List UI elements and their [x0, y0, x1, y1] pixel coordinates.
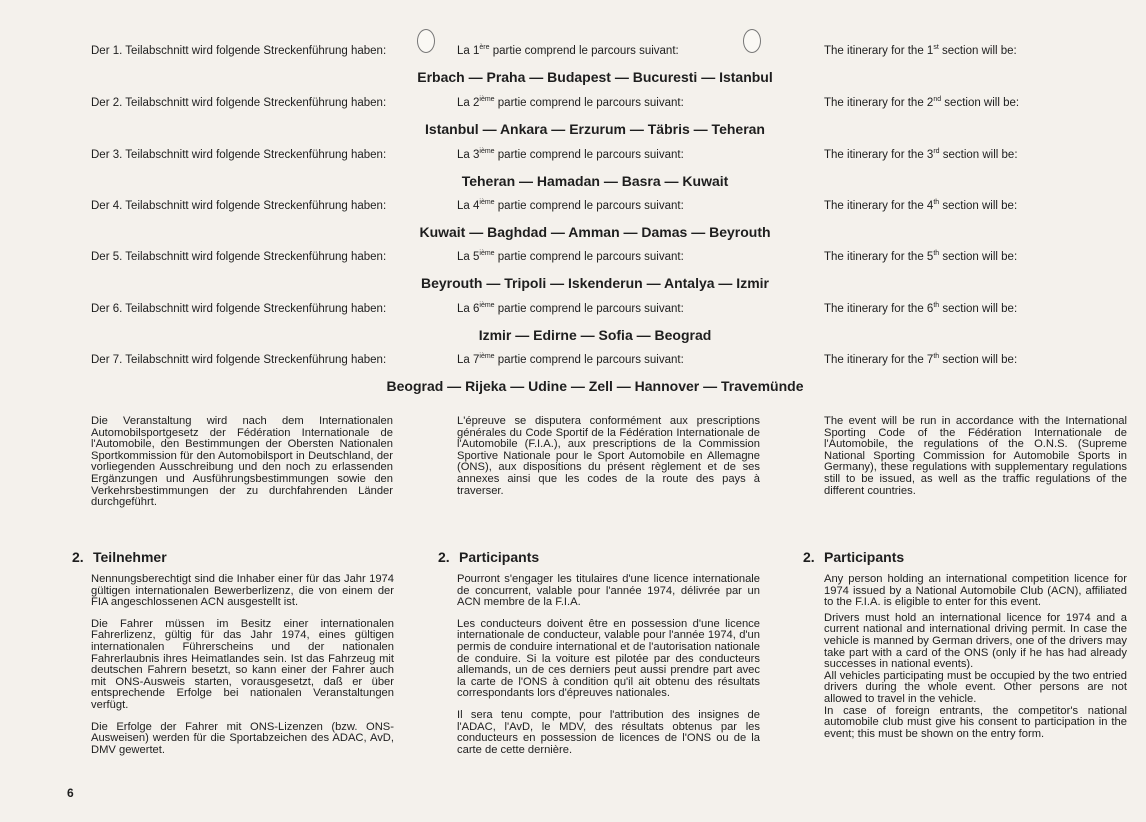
page-number: 6 [67, 786, 74, 800]
participants-body-de [91, 574, 394, 766]
section-4-fr: La 4ième partie comprend le parcours suivant: [457, 199, 684, 212]
participants-en-paragraph: Any person holding an international competition licence for 1974 issued by a National Automobile Club (ACN), affiliated to the F.I.A. is eligible to enter for this event. [824, 573, 1127, 609]
regulations-en: The event will be run in accordance with the International Sporting Code of the Fédération Internationale de l'Automobile, the regulations of the O.N.S. (Supreme National Sporting Commission for Automobile Sports in Germany), these regulations with supplementary regulations still to be issued, as well as the traffic regulations of the different countries. [824, 415, 1127, 497]
section-5-en: The itinerary for the 5th section will be: [824, 250, 1018, 263]
section-3-fr: La 3ième partie comprend le parcours suivant: [457, 148, 684, 161]
participants-de-paragraph: Nennungsberechtigt sind die Inhaber einer für das Jahr 1974 gültigen internationalen Bewerberlizenz, die von einem der FIA angeschlossenen ACN ausgestellt ist. [91, 573, 394, 609]
participants-fr-paragraph: Les conducteurs doivent être en possession d'une licence internationale de conducteur, valable pour l'année 1974, d'un permis de conduire international et de l'autorisation nationale de conduire. Si la voiture est pilotée par des conducteurs allemands, un de ces derniers peut aussi prendre part avec la carte de l'ONS à condition qu'il ait obtenu des résultats correspondants lors d'épreuves nationales. [457, 617, 760, 700]
section-5-de: Der 5. Teilabschnitt wird folgende Streckenführung haben: [91, 251, 387, 263]
participants-body-fr [457, 574, 760, 766]
section-6-route: Izmir — Edirne — Sofia — Beograd [478, 327, 712, 343]
section-6-fr: La 6ième partie comprend le parcours suivant: [457, 302, 684, 315]
participants-heading-fr: 2. Participants [438, 549, 540, 565]
punch-hole-right [743, 29, 761, 53]
participants-en-paragraph: Drivers must hold an international licence for 1974 and a current national and international driving permit. In case the vehicle is manned by German drivers, one of the drivers may take part with a card of the ONS (only if he has had already successes in national events). [824, 611, 1127, 671]
section-1-route: Erbach — Praha — Budapest — Bucuresti — Istanbul [417, 69, 773, 85]
participants-heading-de: 2. Teilnehmer [72, 549, 167, 565]
section-5-fr: La 5ième partie comprend le parcours suivant: [457, 250, 684, 263]
section-2-fr: La 2ième partie comprend le parcours suivant: [457, 96, 684, 109]
section-6-de: Der 6. Teilabschnitt wird folgende Streckenführung haben: [91, 303, 387, 315]
section-2-de: Der 2. Teilabschnitt wird folgende Streckenführung haben: [91, 97, 387, 109]
section-2-en: The itinerary for the 2nd section will be: [824, 96, 1020, 109]
participants-fr-paragraph: Il sera tenu compte, pour l'attribution des insignes de l'ADAC, l'AvD, le MDV, des résultats obtenus par les conducteurs en possession de licences de l'ONS ou de la carte de cette dernière. [457, 708, 760, 756]
participants-de-paragraph: Die Erfolge der Fahrer mit ONS-Lizenzen (bzw. ONS-Ausweisen) werden für die Sportabzeichen des ADAC, AvD, DMV gewertet. [91, 720, 394, 756]
section-5-route: Beyrouth — Tripoli — Iskenderun — Antalya — Izmir [421, 275, 769, 291]
regulations-fr: L'épreuve se disputera conformément aux prescriptions générales du Code Sportif de la Fédération Internationale de l'Automobile (F.I.A.), aux prescriptions de la Commission Sportive Nationale pour le Sport Automobile en Allemagne (ONS), aux dispositions du présent règlement et de ses annexes ainsi que les codes de la route des pays à traverser. [457, 415, 760, 497]
section-7-en: The itinerary for the 7th section will be: [824, 353, 1018, 366]
punch-hole-left [417, 29, 435, 53]
section-7-fr: La 7ième partie comprend le parcours suivant: [457, 353, 684, 366]
participants-fr-paragraph: Pourront s'engager les titulaires d'une licence internationale de concurrent, valable pour l'année 1974, délivrée par un ACN membre de la F.I.A. [457, 573, 760, 609]
participants-body-en [824, 574, 1127, 740]
section-4-en: The itinerary for the 4th section will be: [824, 199, 1018, 212]
section-1-de: Der 1. Teilabschnitt wird folgende Streckenführung haben: [91, 45, 387, 57]
section-4-route: Kuwait — Baghdad — Amman — Damas — Beyrouth [419, 224, 771, 240]
participants-heading-en: 2. Participants [803, 549, 905, 565]
section-4-de: Der 4. Teilabschnitt wird folgende Streckenführung haben: [91, 200, 387, 212]
regulations-de: Die Veranstaltung wird nach dem Internationalen Automobilsportgesetz der Fédération Internationale de l'Automobile, den Bestimmungen der Obersten Nationalen Sportkommission für den Automobilsport in Deutschland, der vorliegenden Ausschreibung und den noch zu erlassenden Ergänzungen und Ausführungsbestimmungen sowie den Verkehrsbestimmungen der zu durchfahrenden Länder durchgeführt. [91, 415, 393, 509]
section-7-route: Beograd — Rijeka — Udine — Zell — Hannover — Travemünde [386, 378, 804, 394]
participants-de-paragraph: Die Fahrer müssen im Besitz einer internationalen Fahrerlizenz, gültig für das Jahr 1974, eines gültigen internationalen Führerscheins und der nationalen Fahrerlaubnis ihres Heimatlandes sein. Ist das Fahrzeug mit deutschen Fahrern besetzt, so kann einer der Fahrer auch mit ONS-Ausweis starten, vorausgesetzt, daß er über entsprechende Erfolge bei nationalen Veranstaltungen verfügt. [91, 617, 394, 711]
section-3-en: The itinerary for the 3rd section will be: [824, 148, 1018, 161]
section-3-de: Der 3. Teilabschnitt wird folgende Streckenführung haben: [91, 149, 387, 161]
section-1-en: The itinerary for the 1st section will be: [824, 44, 1017, 57]
section-1-fr: La 1ère partie comprend le parcours suivant: [457, 44, 679, 57]
section-3-route: Teheran — Hamadan — Basra — Kuwait [461, 173, 729, 189]
participants-en-paragraph: In case of foreign entrants, the competitor's national automobile club must give his consent to participation in the event; this must be shown on the entry form. [824, 704, 1127, 740]
section-6-en: The itinerary for the 6th section will be: [824, 302, 1018, 315]
section-2-route: Istanbul — Ankara — Erzurum — Täbris — Teheran [425, 121, 765, 137]
section-7-de: Der 7. Teilabschnitt wird folgende Streckenführung haben: [91, 354, 387, 366]
participants-en-paragraph: All vehicles participating must be occupied by the two entried drivers during the whole event. Other persons are not allowed to travel in the vehicle. [824, 669, 1127, 705]
